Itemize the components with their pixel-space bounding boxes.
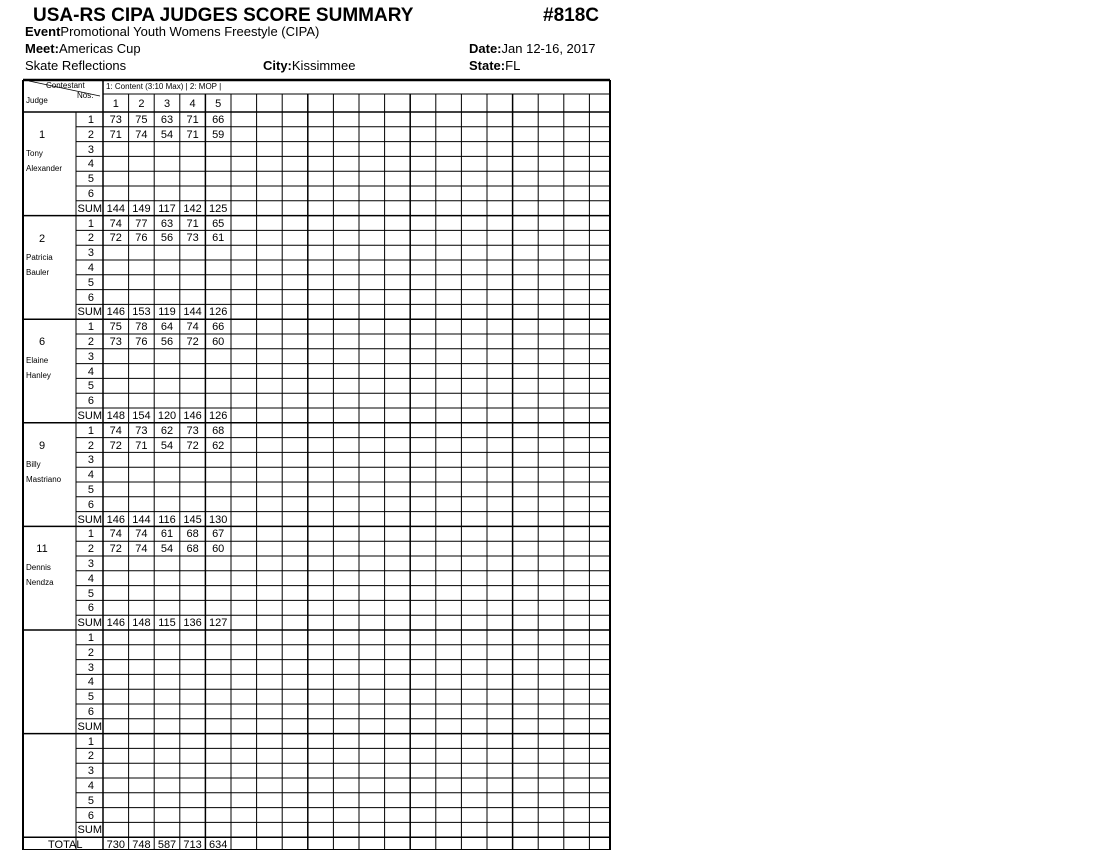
form-number: #818C	[543, 5, 599, 26]
event-value: Promotional Youth Womens Freestyle (CIPA)	[60, 24, 320, 39]
row-number: 3	[87, 454, 94, 467]
contestant-number: 3	[163, 98, 171, 110]
score-value: 67	[212, 528, 225, 541]
row-number: 1	[87, 735, 94, 748]
sum-value: 146	[106, 513, 125, 526]
row-number: 1	[87, 321, 94, 334]
sum-value: 146	[106, 617, 125, 630]
score-value: 74	[186, 321, 199, 334]
row-number: 5	[87, 794, 94, 807]
score-value: 76	[135, 232, 148, 245]
judge-first-name: Patricia	[26, 252, 53, 262]
score-value: 61	[212, 232, 225, 245]
sum-value: 146	[106, 306, 125, 319]
meet-value: Americas Cup	[58, 41, 141, 56]
row-number: 3	[87, 765, 94, 778]
meet-label: Meet:	[25, 41, 59, 56]
score-value: 60	[212, 336, 225, 348]
total-value: 634	[209, 839, 228, 851]
row-number: 4	[87, 365, 94, 378]
sum-value: 146	[183, 410, 202, 422]
row-number: 2	[87, 750, 94, 763]
row-number: 5	[87, 691, 94, 704]
sum-value: 144	[132, 513, 151, 526]
sum-label: SUM	[77, 824, 102, 837]
score-value: 71	[186, 114, 199, 126]
sum-value: 148	[106, 410, 125, 422]
row-number: 6	[87, 395, 94, 408]
corner-nos-label: Nos.	[77, 91, 94, 100]
row-number: 4	[87, 780, 94, 792]
total-label: TOTAL	[48, 839, 83, 851]
sum-value: 120	[157, 410, 177, 422]
sum-value: 119	[158, 306, 176, 319]
row-number: 2	[87, 543, 94, 556]
score-value: 61	[160, 528, 174, 541]
row-number: 2	[87, 232, 94, 245]
judge-number: 11	[36, 543, 48, 556]
sum-value: 144	[106, 202, 125, 215]
score-value: 73	[109, 336, 122, 348]
row-number: 3	[87, 143, 94, 156]
score-value: 65	[212, 217, 225, 230]
date-label: Date:	[469, 41, 502, 56]
score-value: 63	[160, 217, 174, 230]
score-value: 74	[109, 424, 122, 437]
judge-last-name: Mastriano	[26, 474, 62, 484]
score-value: 76	[135, 336, 148, 348]
score-value: 54	[160, 543, 174, 556]
row-number: 6	[87, 809, 94, 822]
score-value: 66	[212, 114, 225, 126]
row-number: 4	[87, 572, 94, 585]
row-number: 5	[87, 380, 94, 393]
sum-value: 130	[209, 513, 228, 526]
contestant-number: 2	[138, 98, 145, 110]
score-value: 60	[212, 543, 225, 556]
row-number: 2	[87, 128, 94, 141]
sum-value: 148	[132, 617, 151, 630]
score-value: 54	[160, 439, 174, 452]
row-number: 6	[87, 291, 94, 304]
score-value: 71	[135, 439, 148, 452]
sum-label: SUM	[77, 720, 102, 733]
row-number: 4	[87, 676, 94, 689]
row-number: 3	[87, 558, 94, 570]
score-value: 62	[212, 439, 225, 452]
row-number: 5	[87, 276, 94, 289]
score-value: 73	[109, 114, 122, 126]
sum-label: SUM	[77, 513, 102, 526]
row-number: 6	[87, 498, 94, 511]
row-number: 1	[87, 217, 94, 230]
row-number: 3	[87, 247, 94, 260]
date-value: Jan 12-16, 2017	[501, 41, 596, 56]
row-number: 1	[87, 114, 94, 126]
judge-number: 6	[38, 336, 46, 349]
judge-last-name: Alexander	[26, 164, 63, 173]
row-number: 1	[87, 632, 94, 644]
sum-label: SUM	[77, 306, 102, 319]
row-number: 6	[87, 188, 94, 200]
score-value: 78	[135, 321, 148, 334]
score-value: 72	[109, 543, 122, 556]
judge-number: 9	[38, 439, 46, 452]
score-value: 63	[160, 114, 174, 126]
sum-value: 154	[132, 410, 151, 422]
row-number: 2	[87, 336, 94, 348]
score-value: 71	[186, 128, 199, 141]
score-value: 74	[135, 528, 148, 541]
row-number: 2	[87, 646, 94, 659]
row-number: 3	[87, 350, 94, 363]
score-value: 64	[160, 321, 174, 334]
row-number: 6	[87, 602, 94, 615]
score-value: 74	[109, 217, 122, 230]
corner-judge-label: Judge	[26, 96, 48, 105]
score-value: 74	[135, 543, 148, 556]
row-number: 4	[87, 262, 94, 274]
judge-last-name: Bauler	[26, 267, 50, 277]
judge-number: 2	[38, 232, 46, 245]
score-value: 59	[212, 128, 225, 141]
score-value: 72	[186, 336, 199, 348]
sum-value: 144	[183, 306, 202, 319]
sum-label: SUM	[77, 202, 102, 215]
sum-value: 127	[209, 617, 228, 630]
contestant-number: 1	[112, 98, 119, 110]
corner-contestant-label: Contestant	[46, 81, 85, 90]
score-value: 72	[109, 439, 122, 452]
row-number: 6	[87, 706, 94, 718]
row-number: 4	[87, 158, 94, 171]
sum-value: 142	[183, 202, 202, 215]
score-value: 66	[212, 321, 225, 334]
sum-value: 115	[158, 617, 176, 630]
page-title: USA-RS CIPA JUDGES SCORE SUMMARY	[33, 5, 414, 26]
contestant-number: 4	[189, 98, 196, 110]
total-value: 713	[183, 839, 202, 851]
score-value: 74	[109, 528, 122, 541]
judge-number: 1	[38, 129, 46, 141]
score-value: 72	[109, 232, 122, 245]
club-name: Skate Reflections	[25, 58, 127, 73]
score-value: 71	[109, 128, 122, 141]
score-value: 68	[186, 528, 199, 541]
score-value: 74	[135, 128, 148, 141]
score-value: 72	[186, 439, 199, 452]
row-number: 1	[87, 424, 94, 437]
sum-value: 116	[158, 513, 176, 526]
score-value: 68	[186, 543, 199, 556]
total-value: 748	[132, 839, 151, 851]
judge-first-name: Elaine	[26, 356, 49, 366]
sum-value: 153	[132, 306, 151, 319]
score-value: 56	[160, 336, 174, 348]
score-value: 62	[160, 424, 174, 437]
total-value: 730	[106, 839, 125, 851]
row-number: 3	[87, 661, 94, 674]
total-value: 587	[157, 839, 177, 851]
score-value: 73	[186, 232, 199, 245]
judge-first-name: Dennis	[26, 563, 51, 573]
sum-label: SUM	[77, 617, 102, 630]
state-label: State:	[469, 58, 506, 73]
sum-value: 136	[183, 617, 202, 630]
sum-value: 117	[158, 202, 176, 215]
sum-label: SUM	[77, 410, 102, 422]
sum-value: 126	[209, 306, 228, 319]
score-value: 56	[160, 232, 174, 245]
row-number: 5	[87, 587, 94, 600]
state-value: FL	[505, 58, 521, 73]
row-number: 4	[87, 469, 94, 482]
score-legend: 1: Content (3:10 Max) | 2: MOP |	[106, 82, 222, 91]
score-value: 75	[135, 114, 148, 126]
judge-first-name: Billy	[26, 459, 41, 469]
sum-value: 149	[132, 202, 151, 215]
score-value: 73	[186, 424, 199, 437]
score-value: 68	[212, 424, 225, 437]
contestant-number: 5	[215, 98, 222, 110]
event-label: Event	[25, 24, 61, 39]
sum-value: 126	[209, 410, 228, 422]
judge-last-name: Nendza	[26, 578, 54, 588]
row-number: 1	[87, 528, 94, 541]
score-value: 75	[109, 321, 122, 334]
score-value: 54	[160, 128, 174, 141]
judge-first-name: Tony	[26, 149, 43, 158]
row-number: 5	[87, 173, 94, 186]
judge-last-name: Hanley	[26, 371, 51, 381]
score-value: 77	[135, 217, 148, 230]
city-label: City:	[263, 58, 292, 73]
sum-value: 125	[209, 202, 228, 215]
sum-value: 145	[183, 513, 202, 526]
row-number: 5	[87, 484, 94, 496]
score-value: 73	[135, 424, 148, 437]
score-value: 71	[186, 217, 199, 230]
row-number: 2	[87, 439, 94, 452]
city-value: Kissimmee	[291, 58, 356, 73]
